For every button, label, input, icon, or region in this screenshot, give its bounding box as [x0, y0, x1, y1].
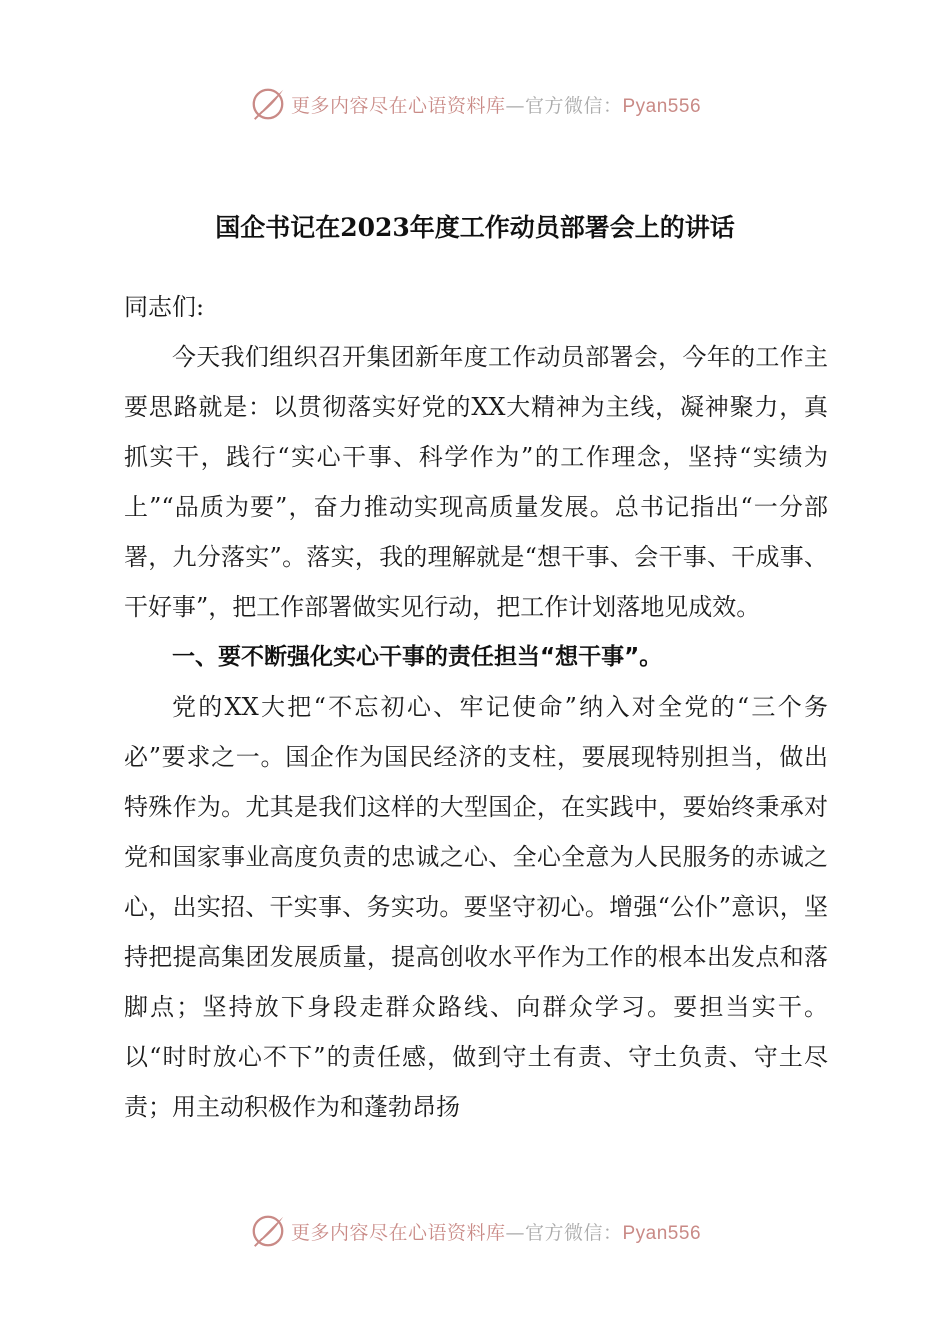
footer-watermark [0, 1211, 950, 1251]
watermark-wechat-id: Pyan556 [622, 95, 702, 117]
section-heading-1: 一、要不断强化实心干事的责任担当“想干事”。 [172, 644, 663, 670]
header-watermark [0, 84, 950, 124]
paragraph-intro: 今天我们组织召开集团新年度工作动员部署会，今年的工作主要思路就是：以贯彻落实好党的XX大精神为主线，凝神聚力，真抓实干，践行“实心干事、科学作为”的工作理念，坚持“实绩为上”“品质为要”，奋力推动实现高质量发展。总书记指出“一分部署，九分落实”。落实，我的理解就是“想干事、会干事、干成事、干好事”，把工作部署做实见行动，把工作计划落地见成效。 [124, 343, 828, 621]
watermark-sub-text: —官方微信： [505, 94, 623, 117]
watermark-main-text: 更多内容尽在心语资料库 [290, 94, 506, 117]
watermark-text [291, 1218, 701, 1245]
paragraph-section-1: 党的XX大把“不忘初心、牢记使命”纳入对全党的“三个务必”要求之一。国企作为国民经济的支柱，要展现特别担当，做出特殊作为。尤其是我们这样的大型国企，在实践中，要始终秉承对党和国家事业高度负责的忠诚之心、全心全意为人民服务的赤诚之心，出实招、干实事、务实功。要坚守初心。增强“公仆”意识，坚持把提高集团发展质量，提高创收水平作为工作的根本出发点和落脚点；坚持放下身段走群众路线、向群众学习。要担当实干。以“时时放心不下”的责任感，做到守土有责、守土负责、守土尽责；用主动积极作为和蓬勃昂扬 [124, 693, 828, 1121]
salutation: 同志们: [124, 293, 205, 321]
watermark-main-text: 更多内容尽在心语资料库 [290, 1221, 506, 1244]
document-title: 国企书记在2023年度工作动员部署会上的讲话 [215, 213, 735, 242]
watermark-text [291, 91, 701, 118]
watermark-wechat-id: Pyan556 [622, 1222, 702, 1244]
quill-logo-icon [249, 85, 287, 123]
quill-logo-icon [249, 1212, 287, 1250]
watermark-sub-text: —官方微信： [505, 1221, 623, 1244]
document-body [124, 282, 828, 1132]
